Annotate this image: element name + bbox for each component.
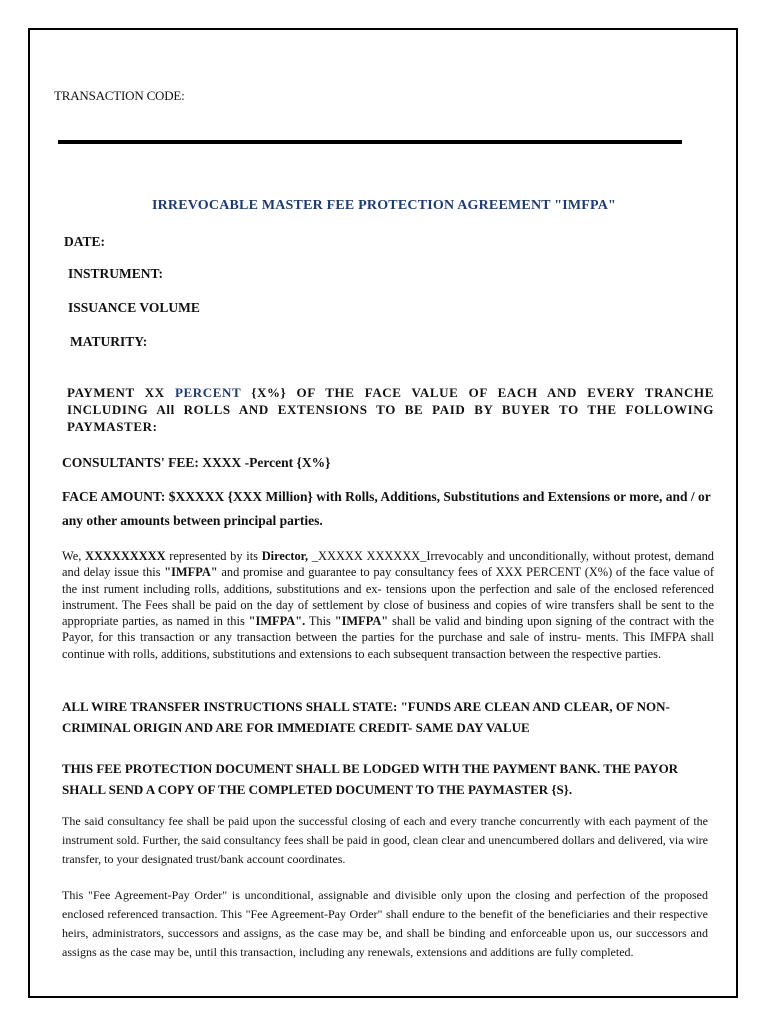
percent-word: PERCENT [174, 385, 242, 400]
wire-transfer-instructions: ALL WIRE TRANSFER INSTRUCTIONS SHALL STATE: "FUNDS ARE CLEAN AND CLEAR, OF NON-CRIMINAL ORIGIN AND ARE FOR IMMEDIATE CREDIT- SAME DAY VALUE [62, 699, 670, 735]
lodged-statement: THIS FEE PROTECTION DOCUMENT SHALL BE LODGED WITH THE PAYMENT BANK. THE PAYOR SHALL SEND A COPY OF THE COMPLETED DOCUMENT TO THE PAYMASTER {S}. [62, 761, 679, 797]
consultancy-fee-paragraph: The said consultancy fee shall be paid upon the successful closing of each and every tranche concurrently with each payment of the instrument sold. Further, the said consultancy fees shall be paid in good, clean clear and unencumbered dollars and delivered, via wire transfer, to your designated trust/bank account coordinates. [62, 814, 708, 866]
undertaking-text: We, [62, 549, 86, 563]
undertaking-text: _XXXXX XXXXXX_Irrevocably and unconditionally, without protest, demand and delay issue this [62, 549, 714, 580]
document-title: IRREVOCABLE MASTER FEE PROTECTION AGREEMENT "IMFPA" [151, 198, 617, 213]
issuance-volume-field-label: ISSUANCE VOLUME [68, 300, 200, 315]
imfpa-reference: "IMFPA" [334, 614, 389, 629]
payment-clause [67, 384, 714, 435]
signature-line [58, 140, 682, 144]
maturity-field-label: MATURITY: [70, 334, 148, 349]
consultants-fee: CONSULTANTS' FEE: XXXX -Percent {X%} [62, 455, 331, 470]
imfpa-reference: "IMFPA". [248, 614, 306, 629]
undertaking-text: This [305, 614, 335, 629]
face-amount: FACE AMOUNT: $XXXXX {XXX Million} with Rolls, Additions, Substitutions and Extensions or more, and / or any other amounts between principal parties. [62, 489, 711, 528]
instrument-field-label: INSTRUMENT: [68, 266, 164, 281]
payment-clause-part1: PAYMENT XX [67, 385, 175, 400]
undertaking-paragraph [62, 548, 714, 662]
undertaking-text: and promise and guarantee to pay consultancy fees of XXX PERCENT (X%) of the face value of the inst rument including rolls, additions, substitutions and ex- tensions upon the perfection and sale of the enclosed referenced instrument. The Fees shall be paid on the day of settlement by close of business and copies of wire transfers shall be sent to the appropriate parties, as named in this [62, 565, 714, 629]
company-name-placeholder: XXXXXXXXX [85, 549, 166, 563]
date-field-label: DATE: [64, 234, 106, 249]
transaction-code-label: TRANSACTION CODE: [54, 88, 185, 103]
director-label: Director, [261, 549, 312, 563]
payment-clause-part2: {X%} OF THE FACE VALUE OF EACH AND EVERY TRANCHE INCLUDING All ROLLS AND EXTENSIONS TO BE PAID BY BUYER TO THE FOLLOWING PAYMASTER: [67, 385, 715, 434]
imfpa-reference: "IMFPA" [164, 565, 218, 580]
fee-agreement-paragraph: This "Fee Agreement-Pay Order" is unconditional, assignable and divisible only upon the closing and perfection of the proposed enclosed referenced transaction. This "Fee Agreement-Pay Order" shall endure to the benefit of the beneficiaries and their respective heirs, administrators, successors and assigns, as the case may be, and shall be binding and enforceable upon us, our successors and assigns as the case may be, until this transaction, including any renewals, extensions and additions are fully completed. [62, 888, 708, 959]
undertaking-text: shall be valid and binding upon signing of the contract with the Payor, for this transaction or any transaction between the parties for the purchase and sale of instru- ments. This IMFPA shall continue with rolls, additions, substitutions and extensions to each subsequent transaction between the respective parties. [62, 614, 715, 661]
undertaking-text: represented by its [165, 549, 262, 563]
